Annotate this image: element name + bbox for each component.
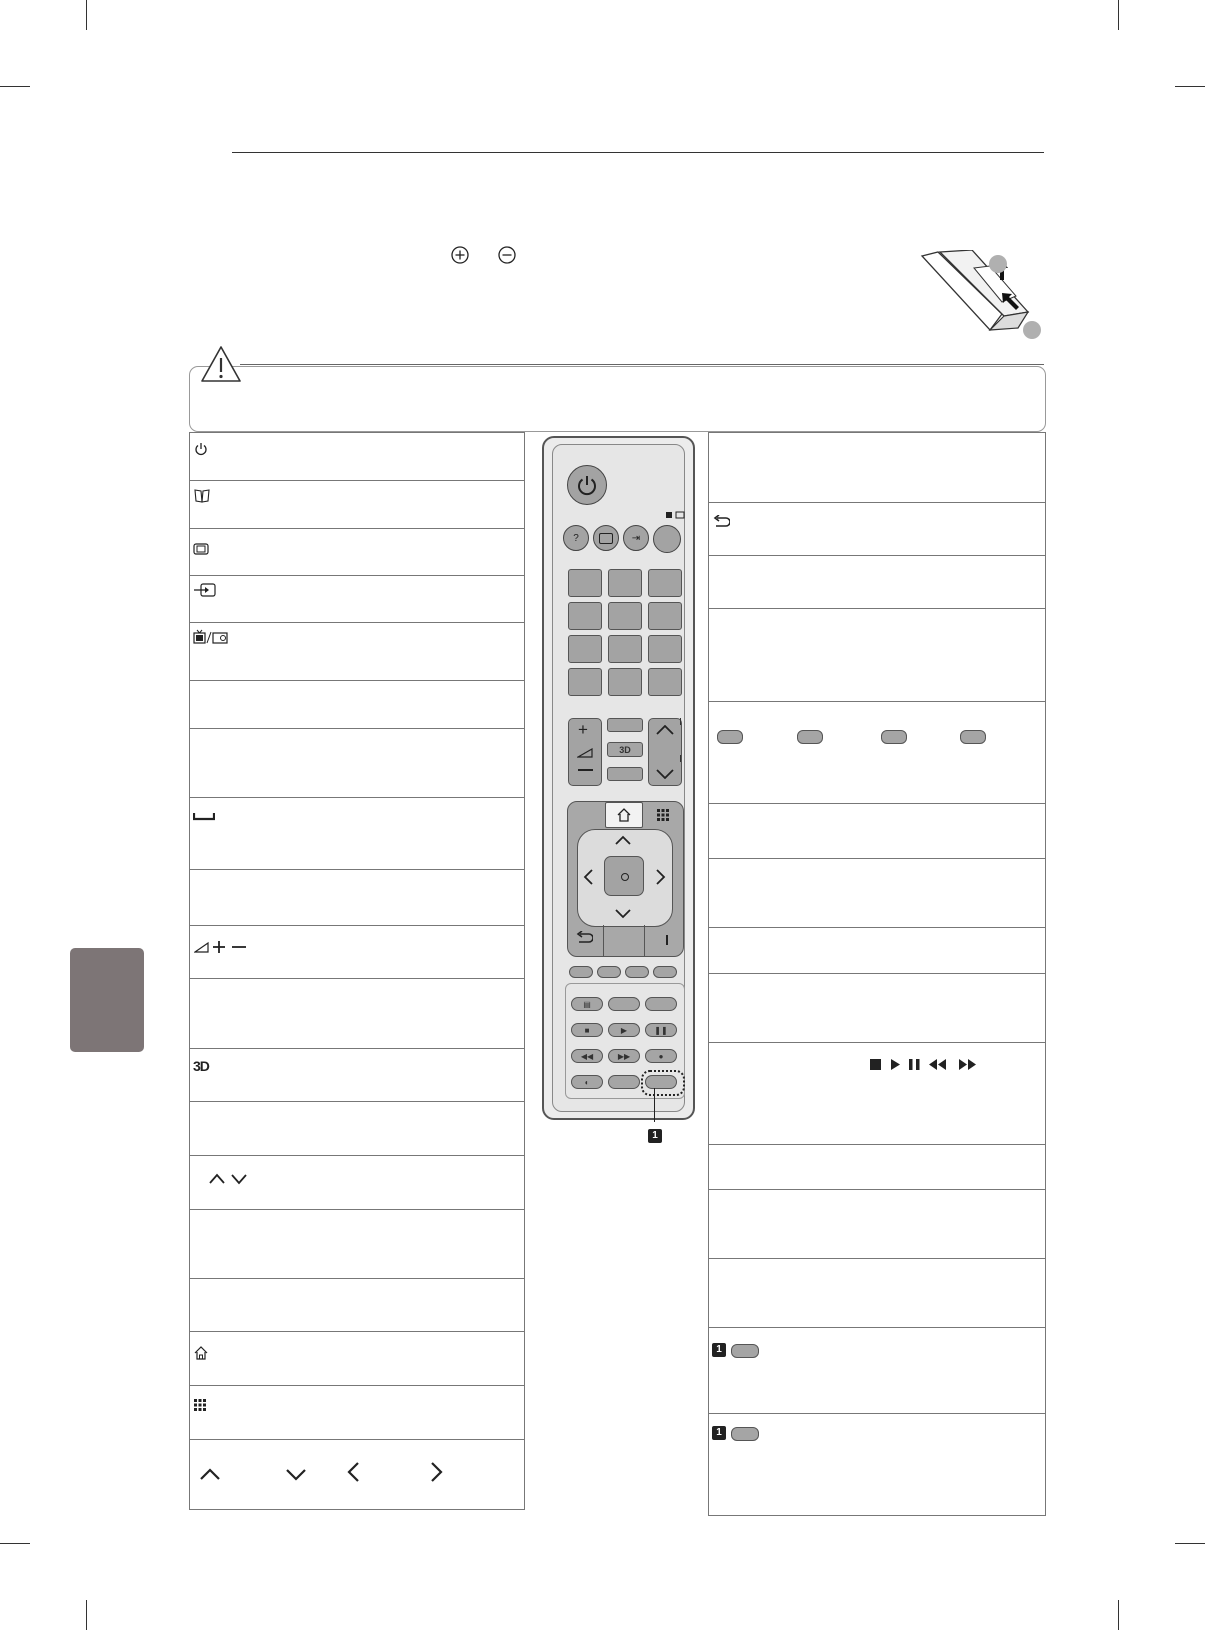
callout-button-icon [731,1427,759,1441]
home-icon [617,808,631,822]
remote-text-button[interactable]: ▤ [571,997,603,1011]
remote-subtitle-button[interactable] [645,997,677,1011]
chevron-right-icon [656,869,666,885]
tv-radio-icon [193,629,229,645]
chevron-up-icon [656,725,674,735]
remote-number-3[interactable] [648,569,682,597]
volume-plus-minus-icon [194,940,250,954]
callout-badge: 1 [648,1129,662,1143]
remote-number-5[interactable] [608,602,642,630]
remote-power-button[interactable] [567,465,607,505]
remote-callout-button[interactable] [645,1075,677,1089]
remote-tick [680,718,681,725]
remote-fav-button[interactable] [607,718,643,732]
caution-box [189,366,1046,432]
callout-badge: 1 [712,1426,726,1440]
row-blank [190,869,524,926]
row-blank [709,608,1045,702]
remote-pause-button[interactable]: ❚❚ [645,1023,677,1037]
yellow-button-icon [881,730,907,744]
volume-icon [577,748,593,758]
navigation-arrows-icon [198,1458,448,1488]
info-icon[interactable] [666,935,668,945]
remote-t-opt-button[interactable] [608,997,640,1011]
row-blank [709,973,1045,1043]
remote-green-button[interactable] [597,966,621,978]
program-up-down-icon [208,1172,250,1186]
row-playback [709,1042,1045,1145]
minus-circle-icon [497,245,517,265]
left-button-table [189,432,525,1510]
remote-ok-button[interactable] [604,856,644,896]
row-volume [190,925,524,979]
row-blank [709,927,1045,974]
remote-number-7[interactable] [568,635,602,663]
row-3d [190,1048,524,1102]
row-my-apps [190,1385,524,1440]
remote-record-button[interactable]: ● [645,1049,677,1063]
remote-q-view-button[interactable] [648,668,682,696]
chevron-up-icon [615,835,631,845]
q-menu-book-icon [193,488,211,504]
row-blank [709,433,1045,502]
right-button-table [708,432,1046,1516]
remote-ad-button[interactable]: ◐ [571,1075,603,1089]
remote-program-rocker[interactable] [648,718,682,786]
row-blank [190,1209,524,1279]
row-blank [190,978,524,1049]
row-blank [709,555,1045,609]
callout-badge: 1 [712,1343,726,1357]
remote-number-1[interactable] [568,569,602,597]
remote-red-button[interactable] [569,966,593,978]
remote-play-button[interactable]: ▶ [608,1023,640,1037]
back-icon [712,515,730,529]
remote-volume-rocker[interactable]: + [568,718,602,786]
remote-number-9[interactable] [648,635,682,663]
chevron-down-icon [615,909,631,919]
row-ratio [190,528,524,576]
blue-button-icon [960,730,986,744]
caution-rule [240,364,1044,365]
my-apps-grid-icon [657,809,669,821]
remote-tick [680,755,681,762]
remote-blue-button[interactable] [653,966,677,978]
back-icon[interactable] [575,931,593,945]
ratio-icon [193,542,209,556]
remote-number-6[interactable] [648,602,682,630]
row-back [709,502,1045,556]
row-blank [709,1189,1045,1259]
crop-mark [86,0,87,30]
remote-input-button[interactable]: ⇥ [623,525,649,551]
row-home [190,1331,524,1386]
red-button-icon [717,730,743,744]
remote-control-illustration [542,436,695,1120]
remote-home-button[interactable] [605,802,643,828]
crop-mark [1118,0,1119,30]
row-blank [190,1101,524,1156]
remote-ratio-button[interactable] [593,525,619,551]
battery-cover-illustration [920,250,1044,342]
row-tv-radio [190,622,524,681]
remote-mute-button[interactable] [607,767,643,781]
space-icon [193,812,215,822]
warning-triangle-icon [200,345,242,383]
crop-mark [0,1543,30,1544]
3d-icon: 3D [193,1058,209,1074]
plus-circle-icon [450,245,470,265]
crop-mark [1118,1600,1119,1630]
row-blank [190,680,524,729]
my-apps-grid-icon [194,1399,206,1411]
remote-number-2[interactable] [608,569,642,597]
remote-number-4[interactable] [568,602,602,630]
remote-3d-button[interactable]: 3D [607,742,643,757]
crop-mark [1175,86,1205,87]
row-input [190,575,524,623]
crop-mark [86,1600,87,1630]
power-icon [576,474,598,496]
row-callout-1 [709,1327,1045,1414]
language-tab [70,948,144,1052]
row-navigation [190,1439,524,1510]
row-power [190,433,524,480]
row-blank [709,1144,1045,1190]
tv-radio-icon [665,511,685,519]
crop-mark [1175,1543,1205,1544]
remote-fast-forward-button[interactable]: ▶▶ [608,1049,640,1063]
crop-mark [0,86,30,87]
remote-divider [644,925,645,957]
remote-q-menu-button[interactable]: ? [563,525,589,551]
remote-face [552,444,685,1112]
row-program [190,1155,524,1210]
remote-number-8[interactable] [608,635,642,663]
row-callout-2 [709,1413,1045,1516]
chevron-down-icon [656,769,674,779]
remote-stop-button[interactable]: ■ [571,1023,603,1037]
row-blank [190,1278,524,1332]
remote-yellow-button[interactable] [625,966,649,978]
input-icon [193,582,217,598]
row-q-menu [190,480,524,529]
header-rule [232,152,1044,153]
remote-list-button[interactable] [568,668,602,696]
row-blank [190,728,524,798]
green-button-icon [797,730,823,744]
row-space [190,797,524,870]
row-blank [709,1258,1045,1328]
playback-controls-icon [869,1057,987,1073]
remote-number-0[interactable] [608,668,642,696]
chevron-left-icon [583,869,593,885]
remote-divider [603,925,604,957]
home-icon [194,1346,208,1360]
row-blank [709,803,1045,859]
callout-leader-line [654,1088,655,1122]
callout-button-icon [731,1344,759,1358]
remote-tv-rad-button[interactable] [653,525,681,553]
remote-extra-button[interactable] [608,1075,640,1089]
remote-rewind-button[interactable]: ◀◀ [571,1049,603,1063]
row-color-buttons [709,701,1045,804]
row-blank [709,858,1045,928]
power-icon [194,442,208,456]
